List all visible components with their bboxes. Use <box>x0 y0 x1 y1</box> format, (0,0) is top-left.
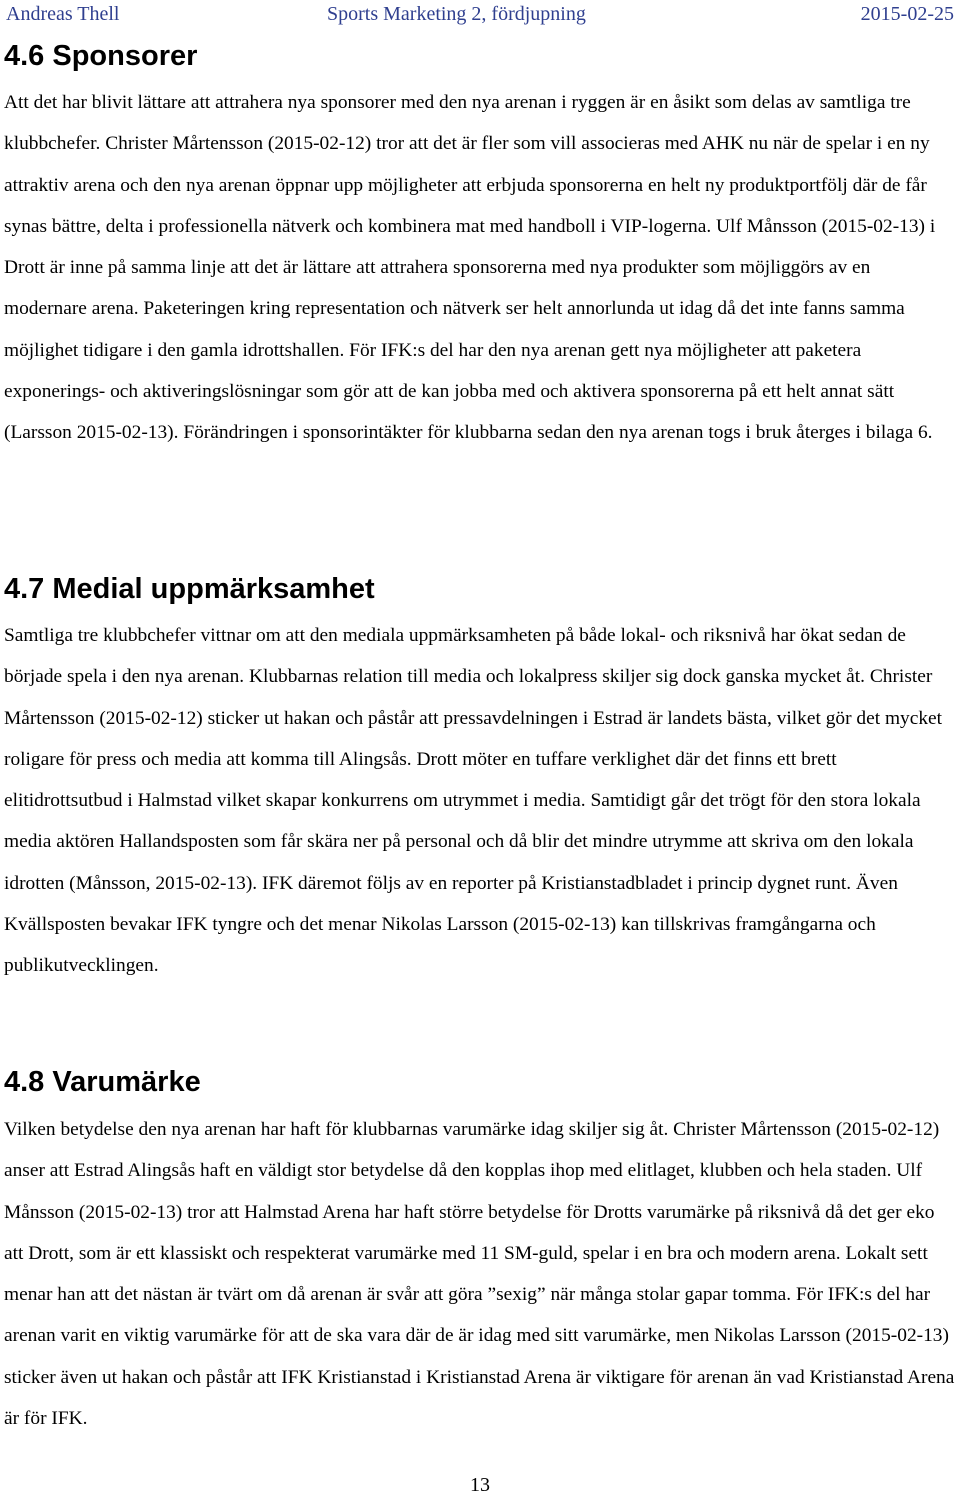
page-number: 13 <box>470 1474 490 1496</box>
header-course: Sports Marketing 2, fördjupning <box>327 3 586 25</box>
section-heading-medial-uppmarksamhet: 4.7 Medial uppmärksamhet <box>4 573 375 605</box>
section-body-sponsorer: Att det har blivit lättare att attrahera nya sponsorer med den nya arenan i ryggen är en åsikt som delas av samtliga tre klubbchefer. Christer Mårtensson (2015-02-12) tror att det är fler som vill associeras med AHK nu när de spelar i en ny attraktiv arena och den nya arenan öppnar upp möjligheter att erbjuda sponsorerna en helt ny produktportfölj där de får synas bättre, delta i professionella nätverk och kombinera mat med handboll i VIP-logerna. Ulf Månsson (2015-02-13) i Drott är inne på samma linje att det är lättare att attrahera sponsorerna med nya produkter som möjliggörs av en modernare arena. Paketeringen kring representation och nätverk ser helt annorlunda ut idag då det inte fanns samma möjlighet tidigare i den gamla idrottshallen. För IFK:s del har den nya arenan gett nya möjligheter att paketera exponerings- och aktiveringslösningar som gör att de kan jobba med och aktivera sponsorerna på ett helt annat sätt (Larsson 2015-02-13). Förändringen i sponsorintäkter för klubbarna sedan den nya arenan togs i bruk återges i bilaga 6. <box>4 92 936 444</box>
section-heading-sponsorer: 4.6 Sponsorer <box>4 40 198 72</box>
page-header <box>0 3 960 27</box>
section-body-medial-uppmarksamhet: Samtliga tre klubbchefer vittnar om att den mediala uppmärksamheten på både lokal- och riksnivå har ökat sedan de började spela i den nya arenan. Klubbarnas relation till media och lokalpress skiljer sig dock ganska mycket åt. Christer Mårtensson (2015-02-12) sticker ut hakan och påstår att pressavdelningen i Estrad är landets bästa, vilket gör det mycket roligare för press och media att komma till Alingsås. Drott möter en tuffare verklighet där det finns ett brett elitidrottsutbud i Halmstad vilket skapar konkurrens om utrymmet i media. Samtidigt går det trögt för den stora lokala media aktören Hallandsposten som får skära ner på personal och då blir det mindre utrymme att skriva om den lokala idrotten (Månsson, 2015-02-13). IFK däremot följs av en reporter på Kristianstadbladet i princip dygnet runt. Även Kvällsposten bevakar IFK tyngre och det menar Nikolas Larsson (2015-02-13) kan tillskrivas framgångarna och publikutvecklingen. <box>4 625 943 977</box>
section-heading-varumarke: 4.8 Varumärke <box>4 1066 201 1098</box>
section-body-varumarke: Vilken betydelse den nya arenan har haft för klubbarnas varumärke idag skiljer sig åt. Christer Mårtensson (2015-02-12) anser att Estrad Alingsås haft en väldigt stor betydelse då den kopplas ihop med elitlaget, klubben och hela staden. Ulf Månsson (2015-02-13) tror att Halmstad Arena har haft större betydelse för Drotts varumärke på riksnivå då det ger eko att Drott, som är ett klassiskt och respekterat varumärke med 11 SM-guld, spelar i en bra och modern arena. Lokalt sett menar han att det nästan är tvärt om då arenan är svår att göra ”sexig” när många stolar gapar tomma. För IFK:s del har arenan varit en viktig varumärke för att de ska vara där de är idag med sitt varumärke, men Nikolas Larsson (2015-02-13) sticker även ut hakan och påstår att IFK Kristianstad i Kristianstad Arena är viktigare för arenan än vad Kristianstad Arena är för IFK. <box>4 1119 955 1430</box>
header-date: 2015-02-25 <box>860 3 954 25</box>
header-author: Andreas Thell <box>6 3 120 25</box>
